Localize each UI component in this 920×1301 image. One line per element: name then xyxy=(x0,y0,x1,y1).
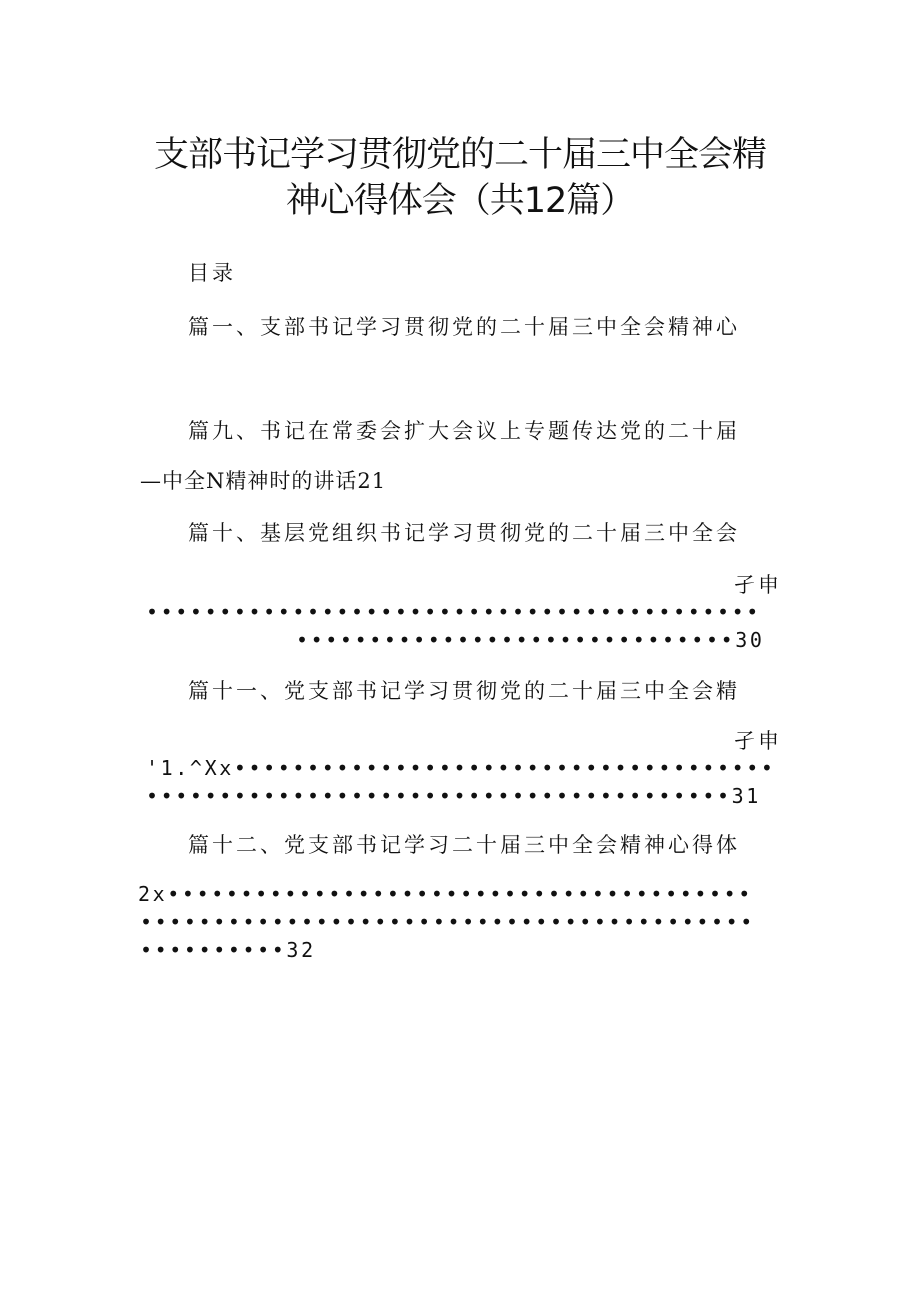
toc-entry-11-leader-2 xyxy=(146,782,788,810)
toc-entry-12: 篇十二、党支部书记学习二十届三中全会精神心得体 xyxy=(188,833,740,857)
toc-entry-10-page: 30 xyxy=(735,628,765,652)
toc-entry-12-leader-1: 2x•••••••••••••••••••••••••••••••••••••••• xyxy=(138,882,753,906)
toc-entry-10: 篇十、基层党组织书记学习贯彻党的二十届三中全会 xyxy=(188,521,740,545)
toc-entry-9-continuation: —中全N精神时的讲话21 xyxy=(140,469,387,493)
document-title-line-1: 支部书记学习贯彻党的二十届三中全会精 xyxy=(153,135,766,175)
toc-entry-11-page: 31 xyxy=(731,784,761,808)
toc-entry-11-leader-1: '1.^Xx••••••••••••••••••••••••••••••••••••• xyxy=(146,756,776,780)
leader-dots: •••••••••••••••••••••••••••••••••••••••• xyxy=(146,784,732,808)
toc-entry-11-tail: 孑申 xyxy=(734,729,782,753)
toc-entry-10-leader-2 xyxy=(296,626,788,654)
toc-entry-11: 篇十一、党支部书记学习贯彻党的二十届三中全会精 xyxy=(188,679,740,703)
toc-entry-12-page: 32 xyxy=(286,938,316,962)
toc-entry-10-leader-1: •••••••••••••••••••••••••••••••••••••••••• xyxy=(146,600,761,624)
toc-heading: 目录 xyxy=(188,261,236,285)
document-title-line-2: 神心得体会（共12篇） xyxy=(285,181,635,221)
toc-entry-9: 篇九、书记在常委会扩大会议上专题传达党的二十届 xyxy=(188,419,740,443)
leader-dots: •••••••••• xyxy=(140,938,287,962)
leader-dots: •••••••••••••••••••••••••••••• xyxy=(296,628,736,652)
toc-entry-1: 篇一、支部书记学习贯彻党的二十届三中全会精神心 xyxy=(188,315,740,339)
toc-entry-12-leader-3 xyxy=(140,936,340,964)
toc-entry-10-tail: 孑申 xyxy=(734,573,782,597)
toc-entry-12-leader-2: •••••••••••••••••••••••••••••••••••••••••• xyxy=(140,910,755,934)
